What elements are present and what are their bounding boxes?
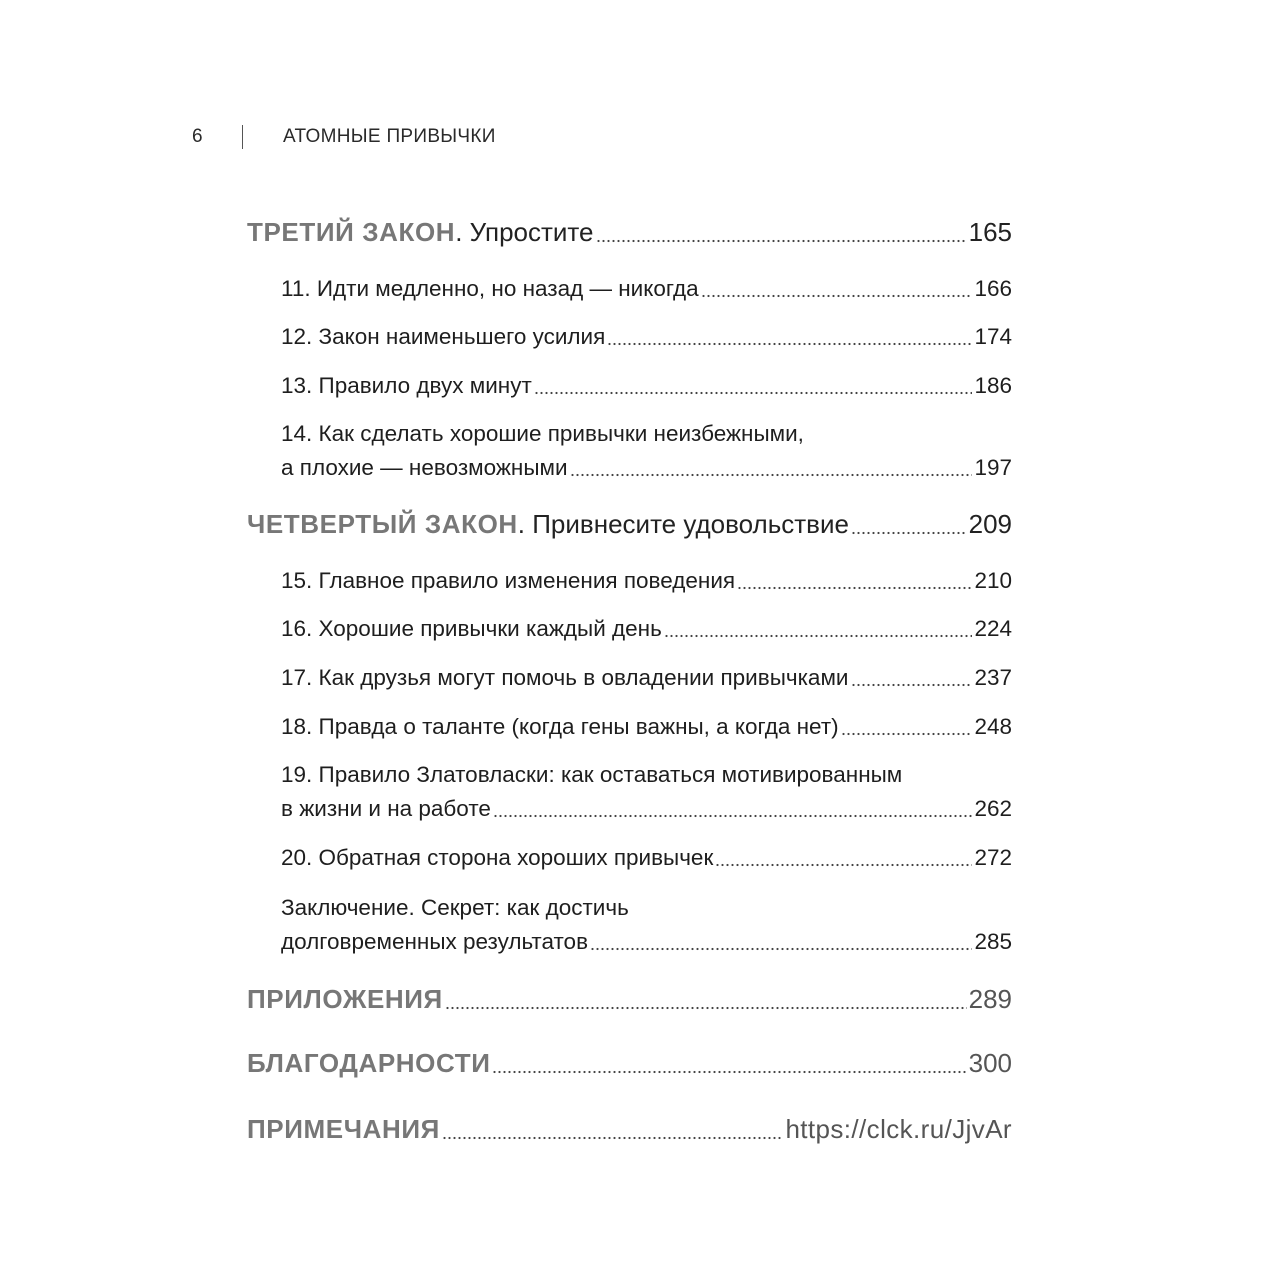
part-4-subtitle: . Привнесите удовольствие: [517, 509, 849, 539]
toc-chapter-19[interactable]: [281, 758, 1012, 826]
chapter-page: 174: [974, 324, 1012, 349]
toc-conclusion[interactable]: [281, 891, 1012, 959]
chapter-title-line-2: долговременных результатов: [281, 929, 589, 954]
toc-chapter-18[interactable]: [281, 710, 1012, 744]
dot-leader: [534, 373, 973, 396]
chapter-title-line-1: 19. Правило Златовласки: как оставаться мотивированным: [281, 762, 903, 787]
chapter-title-line-2: а плохие — невозможными: [281, 455, 568, 480]
chapter-title: 12. Закон наименьшего усилия: [281, 324, 606, 349]
dot-leader: [607, 324, 972, 347]
notes-label: ПРИМЕЧАНИЯ: [247, 1114, 440, 1144]
dot-leader: [841, 714, 973, 737]
toc-part-3[interactable]: [247, 212, 1012, 252]
dot-leader: [851, 665, 973, 688]
chapter-title: 17. Как друзья могут помочь в овладении привычками: [281, 665, 849, 690]
chapter-page: 272: [974, 845, 1012, 870]
page-number: 6: [192, 126, 203, 147]
chapter-page: 224: [974, 616, 1012, 641]
acknowledgments-label: БЛАГОДАРНОСТИ: [247, 1048, 491, 1078]
dot-leader: [715, 845, 972, 868]
toc-acknowledgments[interactable]: [247, 1043, 1012, 1083]
chapter-title: 11. Идти медленно, но назад — никогда: [281, 276, 699, 301]
header-divider: [242, 125, 243, 149]
toc-chapter-12[interactable]: [281, 320, 1012, 354]
dot-leader: [442, 1114, 784, 1140]
appendix-label: ПРИЛОЖЕНИЯ: [247, 984, 443, 1014]
dot-leader: [701, 276, 973, 299]
dot-leader: [492, 1048, 966, 1074]
chapter-page: 166: [974, 276, 1012, 301]
toc-chapter-20[interactable]: [281, 841, 1012, 875]
chapter-page: 186: [974, 373, 1012, 398]
toc-chapter-17[interactable]: [281, 661, 1012, 695]
chapter-title: 20. Обратная сторона хороших привычек: [281, 845, 714, 870]
part-3-subtitle: . Упростите: [455, 217, 594, 247]
chapter-page: 248: [974, 714, 1012, 739]
chapter-page: 262: [974, 796, 1012, 821]
chapter-page: 285: [974, 929, 1012, 954]
dot-leader: [851, 509, 967, 535]
part-3-page: 165: [968, 217, 1012, 247]
part-3-law: ТРЕТИЙ ЗАКОН: [247, 217, 456, 247]
toc-appendix[interactable]: [247, 979, 1012, 1019]
chapter-title: 16. Хорошие привычки каждый день: [281, 616, 662, 641]
running-head: [192, 124, 496, 150]
dot-leader: [596, 217, 967, 243]
toc-part-4[interactable]: [247, 504, 1012, 544]
chapter-title-line-2: в жизни и на работе: [281, 796, 491, 821]
dot-leader: [570, 455, 973, 478]
chapter-title-line-1: Заключение. Секрет: как достичь: [281, 895, 629, 920]
chapter-page: 237: [974, 665, 1012, 690]
acknowledgments-page: 300: [968, 1048, 1012, 1078]
chapter-title-line-1: 14. Как сделать хорошие привычки неизбежными,: [281, 421, 804, 446]
chapter-page: 210: [974, 568, 1012, 593]
dot-leader: [737, 568, 972, 591]
chapter-title: 13. Правило двух минут: [281, 373, 532, 398]
table-of-contents: [247, 212, 1012, 1149]
toc-chapter-15[interactable]: [281, 564, 1012, 598]
dot-leader: [590, 929, 972, 952]
toc-chapter-16[interactable]: [281, 612, 1012, 646]
book-title: АТОМНЫЕ ПРИВЫЧКИ: [283, 126, 496, 147]
part-4-page: 209: [968, 509, 1012, 539]
toc-chapter-11[interactable]: [281, 272, 1012, 306]
toc-chapter-14[interactable]: [281, 417, 1012, 485]
dot-leader: [445, 984, 967, 1010]
chapter-title: 18. Правда о таланте (когда гены важны, а когда нет): [281, 714, 839, 739]
appendix-page: 289: [968, 984, 1012, 1014]
notes-link[interactable]: https://clck.ru/JjvAr: [785, 1114, 1012, 1144]
toc-notes[interactable]: [247, 1109, 1012, 1149]
chapter-page: 197: [974, 455, 1012, 480]
dot-leader: [664, 616, 973, 639]
chapter-title: 15. Главное правило изменения поведения: [281, 568, 736, 593]
toc-chapter-13[interactable]: [281, 369, 1012, 403]
part-4-law: ЧЕТВЕРТЫЙ ЗАКОН: [247, 509, 518, 539]
dot-leader: [493, 796, 973, 819]
